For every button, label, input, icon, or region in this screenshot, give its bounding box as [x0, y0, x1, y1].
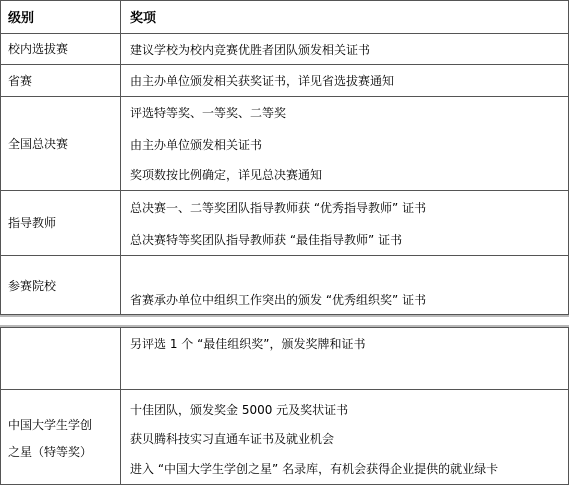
- level-cell: [8, 327, 116, 389]
- level-label-line2: 之星（特等奖）: [8, 444, 93, 459]
- level-cell: [8, 33, 116, 64]
- level-label-line1: 中国大学生学创: [8, 417, 93, 432]
- award-cell: [130, 389, 565, 484]
- level-label: 全国总决赛: [8, 136, 69, 151]
- award-line: 评选特等奖、一等奖、二等奖: [130, 106, 287, 120]
- header-level: [8, 0, 116, 33]
- award-line: 由主办单位颁发相关证书: [130, 138, 263, 152]
- column-divider: [120, 0, 121, 485]
- page-break-edge: [0, 315, 569, 317]
- award-cell: [130, 255, 565, 315]
- level-cell: [8, 96, 116, 190]
- award-cell: [130, 327, 565, 389]
- award-line: 总决赛一、二等奖团队指导教师获 “优秀指导教师” 证书: [130, 201, 427, 215]
- level-label: 校内选拔赛: [8, 42, 69, 56]
- level-label: 指导教师: [8, 216, 57, 230]
- level-cell: [8, 255, 116, 315]
- level-label: 参赛院校: [8, 278, 57, 293]
- award-line: 建议学校为校内竞赛优胜者团队颁发相关证书: [130, 43, 371, 57]
- award-cell: [130, 190, 565, 255]
- award-line: 另评选 1 个 “最佳组织奖”，颁发奖牌和证书: [130, 337, 366, 351]
- level-cell: [8, 389, 116, 484]
- table-border-left: [0, 0, 1, 485]
- award-cell: [130, 64, 565, 96]
- level-cell: [8, 64, 116, 96]
- award-cell: [130, 96, 565, 190]
- award-line: 十佳团队，颁发奖金 5000 元及奖状证书: [130, 403, 349, 417]
- award-line: 省赛承办单位中组织工作突出的颁发 “优秀组织奖” 证书: [130, 293, 427, 307]
- header-level-label: 级别: [8, 11, 35, 26]
- level-label: 省赛: [8, 73, 33, 88]
- award-line: 进入 “中国大学生学创之星” 名录库，有机会获得企业提供的就业绿卡: [130, 462, 499, 476]
- header-award: [130, 0, 565, 33]
- award-cell: [130, 33, 565, 64]
- award-line: 奖项数按比例确定，详见总决赛通知: [130, 168, 323, 182]
- level-cell: [8, 190, 116, 255]
- header-award-label: 奖项: [130, 11, 157, 26]
- award-line: 由主办单位颁发相关获奖证书，详见省选拔赛通知: [130, 74, 395, 88]
- award-line: 获贝腾科技实习直通车证书及就业机会: [130, 432, 335, 446]
- award-line: 总决赛特等奖团队指导教师获 “最佳指导教师” 证书: [130, 233, 403, 247]
